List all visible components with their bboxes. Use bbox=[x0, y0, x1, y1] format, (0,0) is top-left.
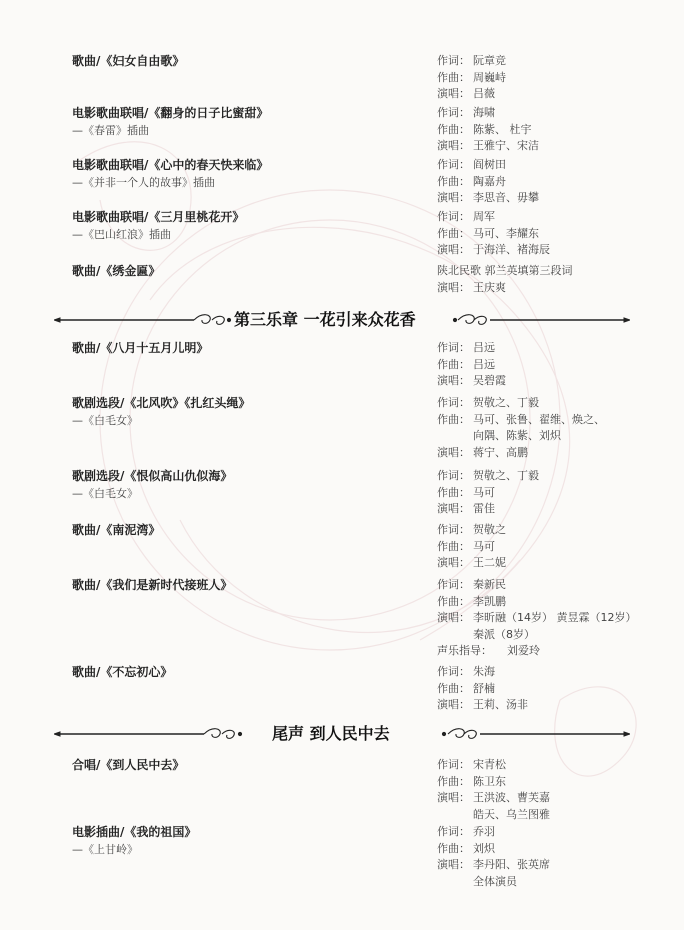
credit-line: 演唱： 王莉、汤非 bbox=[437, 698, 528, 711]
credit-line: 作曲： 陈卫东 bbox=[437, 774, 506, 788]
credit-line: 作词： 秦新民 bbox=[437, 578, 506, 591]
credit-line: 演唱： 王二妮 bbox=[437, 556, 506, 569]
entry-title: 歌剧选段/《北风吹》《扎红头绳》 bbox=[72, 396, 251, 410]
entry-subtitle: —《白毛女》 bbox=[72, 487, 138, 500]
credit-line: 演唱： 李思音、毋攀 bbox=[437, 191, 539, 204]
credit-line: 作词： 周军 bbox=[437, 210, 495, 223]
credit-line: 演唱： 吴碧霞 bbox=[437, 374, 506, 387]
credit-line: 作曲： 李凯鹏 bbox=[437, 594, 506, 608]
credit-line: 作曲： 吕远 bbox=[437, 357, 495, 371]
credit-line: 作词： 吕远 bbox=[437, 341, 495, 354]
section-header bbox=[54, 308, 630, 332]
entry-subtitle: —《上甘岭》 bbox=[72, 843, 138, 856]
credit-line: 作词： 乔羽 bbox=[437, 825, 495, 838]
credit-line: 演唱： 于海洋、褚海辰 bbox=[437, 243, 550, 256]
credit-line: 演唱： 吕薇 bbox=[437, 87, 495, 100]
credit-line: 作词： 阎树田 bbox=[437, 158, 506, 171]
credit-line: 演唱： 王洪波、曹芙嘉 bbox=[437, 791, 550, 804]
entry-subtitle: —《巴山红浪》插曲 bbox=[72, 228, 171, 241]
credit-line: 作曲： 陈紫、 杜宇 bbox=[437, 122, 532, 136]
credit-line: 作词： 朱海 bbox=[437, 665, 495, 678]
entry-title: 电影歌曲联唱/《心中的春天快来临》 bbox=[72, 158, 269, 172]
credit-line: 作曲： 马可、李耀东 bbox=[437, 226, 539, 240]
entry-title: 电影歌曲联唱/《翻身的日子比蜜甜》 bbox=[72, 106, 269, 120]
entry-title: 合唱/《到人民中去》 bbox=[72, 758, 185, 772]
credit-line: 作曲： 马可 bbox=[437, 485, 495, 499]
credit-line-continued: 向隅、陈紫、刘炽 bbox=[473, 429, 561, 442]
credit-line: 作词： 海啸 bbox=[437, 106, 495, 119]
credit-line: 作曲： 马可 bbox=[437, 539, 495, 553]
credit-line: 演唱： 王雅宁、宋洁 bbox=[437, 139, 539, 152]
section-header bbox=[54, 722, 630, 746]
credit-line-continued: 皓天、乌兰图雅 bbox=[473, 807, 550, 821]
credit-line: 作词： 宋青松 bbox=[437, 758, 506, 771]
credit-line: 作曲： 舒楠 bbox=[437, 681, 495, 695]
credit-line: 演唱： 李丹阳、张英席 bbox=[437, 858, 550, 871]
entry-title: 歌曲/《绣金匾》 bbox=[72, 264, 161, 278]
entry-title: 电影插曲/《我的祖国》 bbox=[72, 825, 197, 839]
credit-line: 作曲： 周巍峙 bbox=[437, 70, 506, 84]
entry-title: 歌曲/《南泥湾》 bbox=[72, 523, 161, 537]
credit-line: 作词： 阮章竞 bbox=[437, 54, 506, 67]
credit-line: 演唱： 雷佳 bbox=[437, 502, 495, 515]
entry-subtitle: —《白毛女》 bbox=[72, 414, 138, 427]
entry-title: 歌曲/《妇女自由歌》 bbox=[72, 54, 185, 68]
credit-line: 作词： 贺敬之、丁毅 bbox=[437, 396, 539, 409]
credit-line: 作词： 贺敬之 bbox=[437, 523, 506, 536]
section-title: 第三乐章 一花引来众花香 bbox=[234, 310, 416, 329]
credit-line: 声乐指导： 刘爱玲 bbox=[437, 644, 540, 657]
entry-title: 歌曲/《八月十五月儿明》 bbox=[72, 341, 209, 355]
entry-title: 歌剧选段/《恨似高山仇似海》 bbox=[72, 469, 233, 483]
credit-line: 演唱： 蒋宁、高鹏 bbox=[437, 445, 528, 459]
section-title: 尾声 到人民中去 bbox=[272, 724, 390, 743]
entry-subtitle: —《春雷》插曲 bbox=[72, 124, 149, 137]
credit-line: 作曲： 刘炽 bbox=[437, 841, 495, 855]
entry-title: 电影歌曲联唱/《三月里桃花开》 bbox=[72, 210, 245, 224]
credit-line: 作曲： 马可、张鲁、翟维、焕之、 bbox=[437, 412, 605, 426]
credit-line: 演唱： 李昕融（14岁） 黄昱霖（12岁） bbox=[437, 611, 637, 624]
credit-line-continued: 全体演员 bbox=[473, 874, 517, 888]
entry-title: 歌曲/《我们是新时代接班人》 bbox=[72, 578, 233, 592]
credit-line: 作曲： 陶嘉舟 bbox=[437, 174, 506, 188]
credit-line: 演唱： 王庆爽 bbox=[437, 280, 506, 294]
credit-line-continued: 秦派（8岁） bbox=[473, 627, 535, 641]
entry-subtitle: —《并非一个人的故事》插曲 bbox=[72, 176, 215, 189]
credit-line: 陕北民歌 郭兰英填第三段词 bbox=[437, 264, 573, 277]
credit-line: 作词： 贺敬之、丁毅 bbox=[437, 469, 539, 482]
entry-title: 歌曲/《不忘初心》 bbox=[72, 665, 173, 679]
